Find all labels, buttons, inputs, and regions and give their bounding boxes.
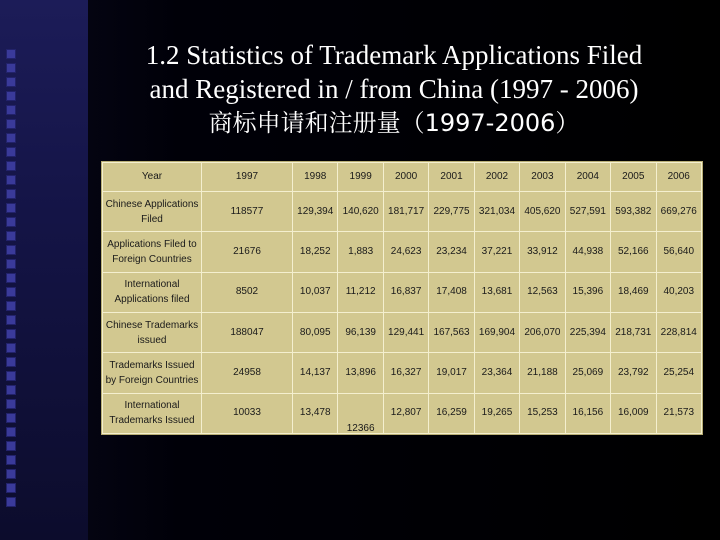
table-cell: 1,883 — [338, 232, 383, 272]
table-cell: 129,441 — [383, 312, 428, 352]
header-cell-year: Year — [103, 163, 202, 192]
table-cell: 129,394 — [293, 192, 338, 232]
table-cell: 37,221 — [474, 232, 519, 272]
header-cell-2005: 2005 — [611, 163, 656, 192]
table-cell: 16,009 — [611, 393, 656, 433]
table-cell: 527,591 — [565, 192, 610, 232]
table-cell: 25,254 — [656, 353, 702, 393]
table-cell: 15,253 — [520, 393, 565, 433]
table-cell: 669,276 — [656, 192, 702, 232]
row-label: International Applications filed — [103, 272, 202, 312]
table-cell: 167,563 — [429, 312, 474, 352]
table-row — [103, 312, 702, 352]
table-cell: 11,212 — [338, 272, 383, 312]
table-cell: 13,896 — [338, 353, 383, 393]
table-cell: 8502 — [202, 272, 293, 312]
table-cell: 12,563 — [520, 272, 565, 312]
row-label: International Trademarks Issued — [103, 393, 202, 433]
table-cell: 21676 — [202, 232, 293, 272]
table-cell: 118577 — [202, 192, 293, 232]
table-cell: 23,364 — [474, 353, 519, 393]
header-cell-2001: 2001 — [429, 163, 474, 192]
table-cell: 25,069 — [565, 353, 610, 393]
header-cell-1998: 1998 — [293, 163, 338, 192]
table-row — [103, 232, 702, 272]
table-cell: 593,382 — [611, 192, 656, 232]
slide-title — [88, 38, 700, 140]
row-label: Applications Filed to Foreign Countries — [103, 232, 202, 272]
row-label: Trademarks Issued by Foreign Countries — [103, 353, 202, 393]
table-cell: 13,681 — [474, 272, 519, 312]
table-cell: 169,904 — [474, 312, 519, 352]
table-cell: 18,252 — [293, 232, 338, 272]
table-cell: 19,017 — [429, 353, 474, 393]
table-cell: 23,792 — [611, 353, 656, 393]
table-cell: 80,095 — [293, 312, 338, 352]
table-cell: 19,265 — [474, 393, 519, 433]
header-cell-1999: 1999 — [338, 163, 383, 192]
table-cell: 15,396 — [565, 272, 610, 312]
table-cell: 228,814 — [656, 312, 702, 352]
table-cell: 405,620 — [520, 192, 565, 232]
table-cell: 12,807 — [383, 393, 428, 433]
header-cell-2002: 2002 — [474, 163, 519, 192]
header-cell-2004: 2004 — [565, 163, 610, 192]
table-cell: 140,620 — [338, 192, 383, 232]
table-cell: 40,203 — [656, 272, 702, 312]
table-cell: 16,156 — [565, 393, 610, 433]
header-cell-2000: 2000 — [383, 163, 428, 192]
table-cell: 229,775 — [429, 192, 474, 232]
title-line-3-chinese: 商标申请和注册量（1997-2006） — [208, 109, 580, 137]
table-cell: 21,188 — [520, 353, 565, 393]
table-cell-value: 12366 — [346, 423, 375, 435]
table-cell: 16,837 — [383, 272, 428, 312]
table-cell: 44,938 — [565, 232, 610, 272]
header-cell-1997: 1997 — [202, 163, 293, 192]
table-cell: 56,640 — [656, 232, 702, 272]
table-cell: 17,408 — [429, 272, 474, 312]
statistics-table — [101, 161, 703, 435]
table-row — [103, 272, 702, 312]
table-cell: 206,070 — [520, 312, 565, 352]
table-cell: 24,623 — [383, 232, 428, 272]
row-label: Chinese Trademarks issued — [103, 312, 202, 352]
table-cell: 10033 — [202, 393, 293, 433]
bullet-squares — [4, 50, 20, 512]
header-cell-2006: 2006 — [656, 163, 702, 192]
row-label: Chinese Applications Filed — [103, 192, 202, 232]
table-cell: 24958 — [202, 353, 293, 393]
header-cell-2003: 2003 — [520, 163, 565, 192]
table-cell: 188047 — [202, 312, 293, 352]
table-cell: 23,234 — [429, 232, 474, 272]
table-cell: 14,137 — [293, 353, 338, 393]
table-cell: 16,327 — [383, 353, 428, 393]
table-row — [103, 353, 702, 393]
table-row — [103, 393, 702, 433]
table-cell: 52,166 — [611, 232, 656, 272]
title-line-2: and Registered in / from China (1997 - 2006) — [149, 74, 639, 104]
table-cell: 13,478 — [293, 393, 338, 433]
left-decorative-band — [0, 0, 88, 540]
table-cell: 218,731 — [611, 312, 656, 352]
table-row — [103, 192, 702, 232]
table-cell — [338, 393, 383, 433]
table-header-row — [103, 163, 702, 192]
table-cell: 321,034 — [474, 192, 519, 232]
table-cell: 96,139 — [338, 312, 383, 352]
table-cell: 16,259 — [429, 393, 474, 433]
table-cell: 21,573 — [656, 393, 702, 433]
title-line-1: 1.2 Statistics of Trademark Applications Filed — [145, 40, 643, 70]
table-cell: 181,717 — [383, 192, 428, 232]
table-cell: 225,394 — [565, 312, 610, 352]
table-cell: 18,469 — [611, 272, 656, 312]
table-cell: 10,037 — [293, 272, 338, 312]
table-cell: 33,912 — [520, 232, 565, 272]
